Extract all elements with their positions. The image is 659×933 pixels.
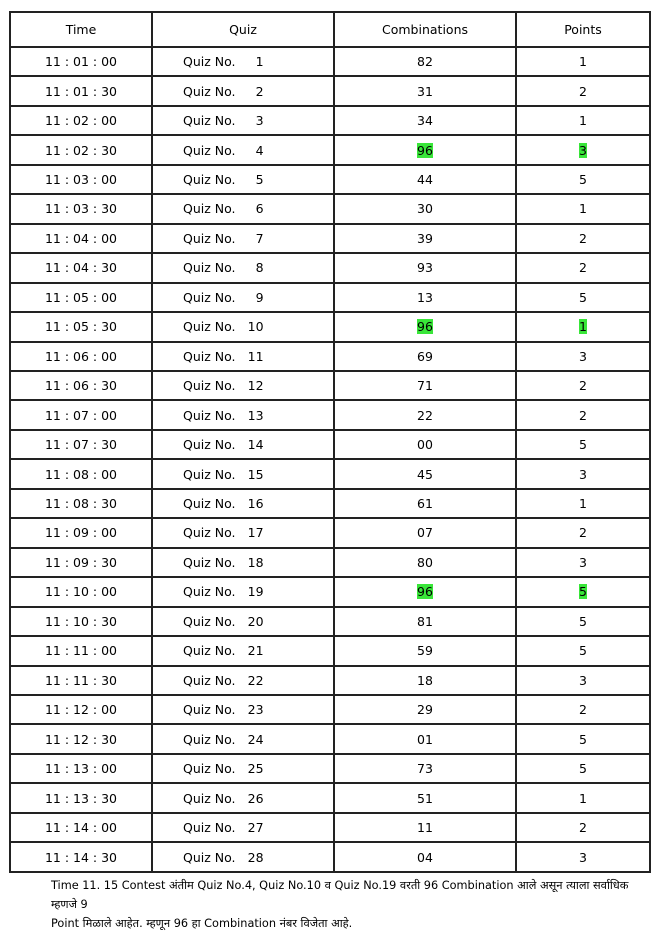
combination-value: 13 [417,289,433,305]
combination-value: 45 [417,466,433,482]
time-cell: 11 : 12 : 30 [10,724,152,753]
quiz-label: Quiz No. [183,172,236,188]
time-cell: 11 : 12 : 00 [10,695,152,724]
points-value: 2 [579,83,587,99]
table-row [10,666,650,695]
quiz-label: Quiz No. [183,142,236,158]
time-cell: 11 : 14 : 30 [10,842,152,872]
time-cell: 11 : 07 : 00 [10,400,152,429]
quiz-number: 6 [255,201,264,217]
quiz-number: 7 [255,230,264,246]
time-cell: 11 : 09 : 00 [10,518,152,547]
points-cell [516,695,650,724]
combination-cell [334,283,516,312]
points-cell [516,165,650,194]
combination-cell [334,430,516,459]
time-cell: 11 : 03 : 00 [10,165,152,194]
time-cell: 11 : 07 : 30 [10,430,152,459]
table-row [10,430,650,459]
header-combinations: Combinations [334,12,516,47]
time-cell: 11 : 02 : 30 [10,135,152,164]
quiz-cell [152,371,334,400]
table-row [10,813,650,842]
quiz-label: Quiz No. [183,820,236,835]
points-cell [516,76,650,105]
quiz-label: Quiz No. [183,584,236,600]
quiz-number: 26 [247,790,264,806]
points-value: 3 [579,142,587,158]
quiz-cell [152,312,334,341]
combination-value: 39 [417,230,433,246]
points-value: 3 [579,672,587,688]
combination-cell [334,194,516,223]
table-row [10,636,650,665]
time-cell: 11 : 01 : 30 [10,76,152,105]
points-cell [516,459,650,488]
quiz-number: 24 [247,731,264,747]
quiz-number: 19 [247,584,264,600]
quiz-cell [152,783,334,812]
quiz-label: Quiz No. [183,348,236,364]
combination-cell [334,548,516,577]
quiz-cell [152,842,334,872]
table-row [10,224,650,253]
points-value: 1 [579,319,587,335]
header-points: Points [516,12,650,47]
quiz-label: Quiz No. [183,230,236,246]
points-value: 5 [579,584,587,600]
quiz-number: 28 [247,849,264,865]
header-time: Time [10,12,152,47]
combination-value: 31 [417,83,433,99]
points-value: 5 [579,172,587,188]
quiz-number: 10 [247,319,264,335]
quiz-number: 20 [247,613,264,629]
table-row [10,312,650,341]
table-row [10,165,650,194]
combination-value: 22 [417,407,433,423]
points-cell [516,724,650,753]
quiz-number: 2 [255,83,264,99]
combination-cell [334,607,516,636]
quiz-label: Quiz No. [183,289,236,305]
quiz-cell [152,577,334,606]
quiz-label: Quiz No. [183,54,236,70]
quiz-number: 3 [255,113,264,129]
points-value: 5 [579,437,587,453]
combination-value: 69 [417,348,433,364]
quiz-number: 16 [247,496,264,512]
points-cell [516,489,650,518]
quiz-cell [152,518,334,547]
points-value: 5 [579,289,587,305]
quiz-number: 14 [247,437,264,453]
time-cell: 11 : 08 : 00 [10,459,152,488]
points-value: 2 [579,407,587,423]
quiz-number: 13 [247,407,264,423]
combination-cell [334,695,516,724]
combination-cell [334,47,516,76]
points-cell [516,135,650,164]
quiz-number: 5 [255,172,264,188]
quiz-label: Quiz No. [183,554,236,570]
table-row [10,76,650,105]
points-value: 2 [579,378,587,394]
quiz-cell [152,636,334,665]
combination-cell [334,312,516,341]
time-cell: 11 : 13 : 00 [10,754,152,783]
points-cell [516,224,650,253]
quiz-label: Quiz No. [183,437,236,453]
combination-value: 96 [417,319,433,335]
combination-value: 11 [417,820,433,835]
quiz-results-table [9,11,651,873]
points-value: 1 [579,113,587,129]
header-quiz: Quiz [152,12,334,47]
quiz-label: Quiz No. [183,761,236,777]
points-value: 5 [579,761,587,777]
quiz-cell [152,607,334,636]
points-value: 2 [579,525,587,541]
table-row [10,548,650,577]
points-value: 5 [579,643,587,659]
time-cell: 11 : 11 : 30 [10,666,152,695]
points-value: 1 [579,54,587,70]
table-row [10,724,650,753]
points-cell [516,842,650,872]
points-cell [516,783,650,812]
points-value: 2 [579,260,587,276]
quiz-label: Quiz No. [183,83,236,99]
points-cell [516,342,650,371]
combination-value: 96 [417,584,433,600]
combination-cell [334,76,516,105]
quiz-cell [152,342,334,371]
combination-value: 34 [417,113,433,129]
table-row [10,754,650,783]
quiz-number: 1 [255,54,264,70]
quiz-cell [152,165,334,194]
quiz-cell [152,724,334,753]
quiz-cell [152,459,334,488]
table-body [10,47,650,872]
combination-value: 93 [417,260,433,276]
quiz-number: 23 [247,702,264,718]
points-cell [516,47,650,76]
quiz-cell [152,76,334,105]
quiz-cell [152,194,334,223]
combination-cell [334,577,516,606]
combination-value: 04 [417,849,433,865]
quiz-number: 27 [247,820,264,835]
quiz-number: 17 [247,525,264,541]
combination-cell [334,518,516,547]
footer-note-line-2: Point मिळाले आहेत. म्हणून 96 हा Combination नंबर विजेता आहे. [51,917,353,930]
quiz-label: Quiz No. [183,790,236,806]
quiz-label: Quiz No. [183,319,236,335]
points-value: 2 [579,820,587,835]
table-row [10,400,650,429]
time-cell: 11 : 03 : 30 [10,194,152,223]
table-row [10,194,650,223]
points-value: 2 [579,230,587,246]
time-cell: 11 : 10 : 30 [10,607,152,636]
quiz-number: 11 [247,348,264,364]
combination-value: 07 [417,525,433,541]
quiz-cell [152,489,334,518]
combination-value: 71 [417,378,433,394]
combination-value: 29 [417,702,433,718]
combination-cell [334,842,516,872]
combination-value: 81 [417,613,433,629]
points-cell [516,577,650,606]
quiz-label: Quiz No. [183,643,236,659]
combination-value: 96 [417,142,433,158]
points-cell [516,548,650,577]
quiz-number: 25 [247,761,264,777]
quiz-cell [152,548,334,577]
points-value: 1 [579,790,587,806]
table-row [10,253,650,282]
time-cell: 11 : 08 : 30 [10,489,152,518]
table-row [10,47,650,76]
time-cell: 11 : 01 : 00 [10,47,152,76]
quiz-cell [152,754,334,783]
table-row [10,135,650,164]
points-cell [516,194,650,223]
quiz-number: 21 [247,643,264,659]
combination-cell [334,400,516,429]
quiz-label: Quiz No. [183,260,236,276]
table-row [10,106,650,135]
combination-value: 73 [417,761,433,777]
table-row [10,577,650,606]
quiz-number: 18 [247,554,264,570]
points-cell [516,106,650,135]
quiz-label: Quiz No. [183,378,236,394]
table-row [10,842,650,872]
points-value: 5 [579,613,587,629]
points-value: 2 [579,702,587,718]
combination-value: 01 [417,731,433,747]
table-row [10,607,650,636]
table-row [10,283,650,312]
combination-value: 30 [417,201,433,217]
points-cell [516,430,650,459]
points-value: 3 [579,849,587,865]
combination-cell [334,371,516,400]
time-cell: 11 : 09 : 30 [10,548,152,577]
quiz-cell [152,283,334,312]
time-cell: 11 : 04 : 00 [10,224,152,253]
time-cell: 11 : 10 : 00 [10,577,152,606]
points-cell [516,754,650,783]
quiz-number: 22 [247,672,264,688]
points-cell [516,607,650,636]
quiz-number: 9 [255,289,264,305]
quiz-label: Quiz No. [183,849,236,865]
quiz-label: Quiz No. [183,407,236,423]
points-cell [516,253,650,282]
combination-cell [334,489,516,518]
time-cell: 11 : 06 : 00 [10,342,152,371]
table-row [10,371,650,400]
combination-cell [334,342,516,371]
footer-note [51,876,656,933]
combination-cell [334,253,516,282]
time-cell: 11 : 11 : 00 [10,636,152,665]
combination-cell [334,459,516,488]
quiz-cell [152,813,334,842]
combination-cell [334,724,516,753]
points-value: 1 [579,201,587,217]
combination-value: 61 [417,496,433,512]
points-value: 1 [579,496,587,512]
quiz-cell [152,224,334,253]
points-value: 3 [579,348,587,364]
quiz-cell [152,400,334,429]
quiz-label: Quiz No. [183,525,236,541]
points-cell [516,312,650,341]
footer-note-line-1: Time 11. 15 Contest अंतीम Quiz No.4, Quiz No.10 व Quiz No.19 वरती 96 Combination आले असून त्याला सर्वाधिक म्हणजे 9 [51,879,629,911]
combination-value: 44 [417,172,433,188]
quiz-cell [152,47,334,76]
quiz-cell [152,106,334,135]
combination-cell [334,813,516,842]
combination-value: 59 [417,643,433,659]
points-cell [516,283,650,312]
combination-cell [334,106,516,135]
quiz-label: Quiz No. [183,496,236,512]
points-cell [516,813,650,842]
points-cell [516,371,650,400]
points-cell [516,400,650,429]
quiz-label: Quiz No. [183,113,236,129]
combination-cell [334,636,516,665]
points-value: 5 [579,731,587,747]
table-row [10,783,650,812]
quiz-number: 12 [247,378,264,394]
quiz-label: Quiz No. [183,702,236,718]
table-row [10,342,650,371]
points-cell [516,666,650,695]
combination-cell [334,135,516,164]
quiz-cell [152,135,334,164]
combination-cell [334,754,516,783]
table-row [10,459,650,488]
quiz-cell [152,253,334,282]
quiz-cell [152,695,334,724]
combination-cell [334,224,516,253]
table-header-row [10,12,650,47]
time-cell: 11 : 13 : 30 [10,783,152,812]
points-value: 3 [579,554,587,570]
combination-value: 51 [417,790,433,806]
table-row [10,489,650,518]
table-row [10,695,650,724]
time-cell: 11 : 04 : 30 [10,253,152,282]
quiz-label: Quiz No. [183,201,236,217]
points-cell [516,636,650,665]
quiz-cell [152,430,334,459]
time-cell: 11 : 02 : 00 [10,106,152,135]
combination-value: 18 [417,672,433,688]
points-value: 3 [579,466,587,482]
quiz-number: 15 [247,466,264,482]
time-cell: 11 : 06 : 30 [10,371,152,400]
quiz-label: Quiz No. [183,672,236,688]
quiz-number: 8 [255,260,264,276]
quiz-label: Quiz No. [183,613,236,629]
combination-cell [334,165,516,194]
combination-cell [334,783,516,812]
time-cell: 11 : 14 : 00 [10,813,152,842]
quiz-label: Quiz No. [183,731,236,747]
combination-value: 82 [417,54,433,70]
time-cell: 11 : 05 : 00 [10,283,152,312]
quiz-label: Quiz No. [183,466,236,482]
points-cell [516,518,650,547]
time-cell: 11 : 05 : 30 [10,312,152,341]
quiz-cell [152,666,334,695]
combination-value: 00 [417,437,433,453]
combination-value: 80 [417,554,433,570]
table-row [10,518,650,547]
combination-cell [334,666,516,695]
quiz-number: 4 [255,142,264,158]
